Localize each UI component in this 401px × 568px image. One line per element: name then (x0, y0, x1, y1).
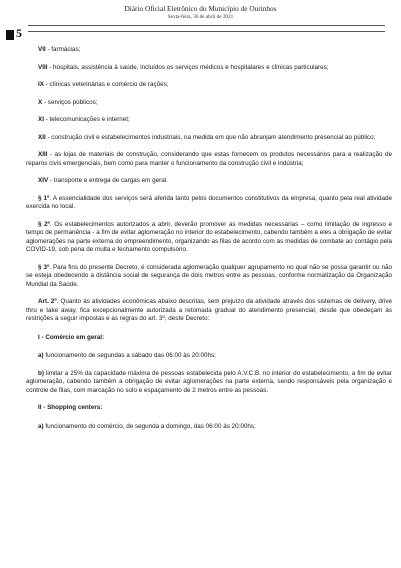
section-heading-shopping: II - Shopping centers: (38, 404, 103, 411)
item-x: X - serviços públicos; (38, 98, 98, 106)
commerce-item-b: b) limitar a 25% da capacidade máxima de pessoas estabelecida pelo A.V.C.B. no interior do estabelecimento, a fim de evitar aglomeração, cabendo também a obrigação de evitar aglomerações na parte externa, sendo responsáveis pela organização e controle de filas, com marcação no solo e espaçamento de 2 metros entre as pessoas. (26, 369, 392, 394)
item-xi: XI - telecomunicações e internet; (38, 116, 130, 123)
publication-title: Diário Oficial Eletrônico do Município de Ourinhos (124, 4, 277, 13)
item-xii: XII - construção civil e estabelecimentos industriais, na medida em que não abranjam atendimento presencial ao público; (38, 133, 376, 141)
page-marker (6, 30, 14, 40)
header-rule-top (28, 25, 385, 26)
item-ix: IX - clínicas veterinárias e comércio de rações; (38, 81, 169, 88)
item-xiii: XIII - as lojas de materiais de construção, considerando que estas fornecem os produtos necessários para a realização de reparos civis emergenciais, bem como para manter o funcionamento da construção civil e indústria; (26, 151, 392, 167)
paragraph-1: § 1º. A essencialidade dos serviços será aferida tanto pelos documentos constitutivos da empresa, quanto pela real atividade exercida no local. (26, 194, 392, 210)
shopping-item-a: a) funcionamento do comércio, de segunda a domingo, das 06:00 às 20:00hs; (38, 422, 256, 430)
publication-date: Sexta-feira, 30 de abril de 2021 (167, 14, 234, 20)
item-vii: VII - farmácias; (38, 46, 81, 53)
document-body (26, 46, 392, 431)
item-xiv: XIV - transporte e entrega de cargas em geral. (38, 177, 168, 184)
paragraph-2: § 2º. Os estabelecimentos autorizados a abrir, deverão promover as medidas necessárias – como limitação de ingresso e tempo de permanência - a fim de evitar aglomeração no interior do estabelecimento, cabendo também a eles a obrigação de evitar aglomerações na parte externa do empreendimento, organizando as filas de acordo com as medidas de combate ao contágio pela COVID-19, sob pena de multa e fechamento compulsório. (26, 220, 392, 253)
document-header (0, 0, 401, 44)
item-viii: VIII - hospitais, assistência à saúde, incluídos os serviços médicos e hospitalares e clínicas particulares; (38, 63, 329, 71)
paragraph-3: § 3º. Para fins do presente Decreto, é considerada aglomeração qualquer agrupamento no qual não se possa garantir ou não se esteja obedecendo a distância social de segurança de dois metros entre as pessoas, conforme normatização da Organização Mundial da Saúde. (26, 263, 392, 288)
section-heading-commerce: I - Comércio em geral: (38, 333, 105, 341)
article-2: Art. 2º. Quanto às atividades econômicas abaixo descritas, sem prejuízo da atividade através dos sistemas de delivery, drive thru e take away, fica excepcionalmente autorizada a retomada gradual do atendimento presencial, desde que obedeçam às restrições a seguir impostas e as regras do art. 3º, deste Decreto: (26, 298, 392, 322)
page-number: 5 (16, 26, 22, 40)
header-rule-bottom (28, 31, 385, 32)
commerce-item-a: a) funcionamento de segundas a sábado das 06:00 às 20:00hs; (38, 352, 216, 359)
